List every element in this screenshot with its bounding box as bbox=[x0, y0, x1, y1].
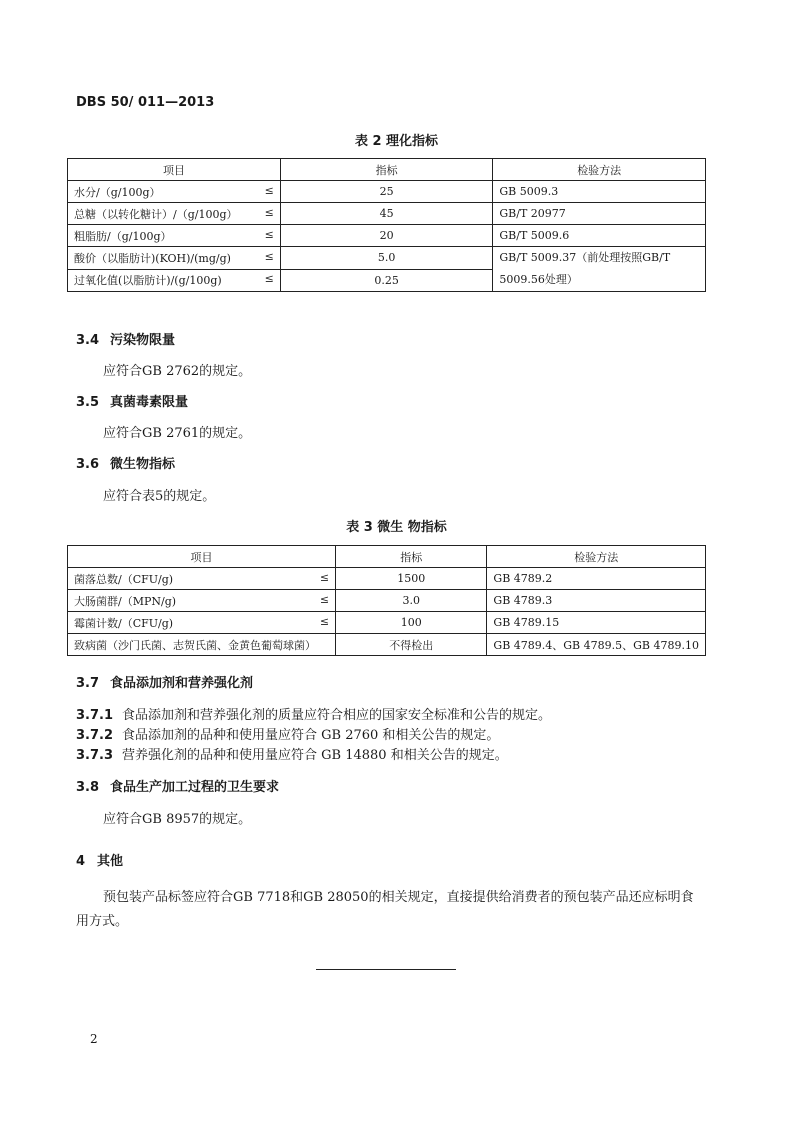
section-4-heading bbox=[76, 850, 123, 869]
value-cell: 20 bbox=[280, 225, 492, 247]
section-title: 食品添加剂和营养强化剂 bbox=[110, 676, 254, 691]
subsection-text: 食品添加剂的品种和使用量应符合 GB 2760 和相关公告的规定。 bbox=[122, 728, 500, 743]
table3 bbox=[67, 545, 706, 656]
table-header-cell: 检验方法 bbox=[487, 546, 706, 568]
item-label: 大肠菌群/（MPN/g) bbox=[74, 594, 177, 608]
table-row bbox=[68, 568, 706, 590]
value-cell: 45 bbox=[280, 203, 492, 225]
le-symbol: ≤ bbox=[319, 614, 330, 628]
subsection-number: 3.7.1 bbox=[76, 708, 114, 723]
value-cell: 3.0 bbox=[336, 590, 487, 612]
method-cell: GB 4789.15 bbox=[487, 612, 706, 634]
value-cell: 1500 bbox=[336, 568, 487, 590]
section-number: 4 bbox=[76, 854, 86, 869]
value-cell: 0.25 bbox=[280, 269, 492, 292]
item-cell bbox=[68, 269, 281, 292]
section-3-7-3 bbox=[76, 744, 508, 763]
value-cell: 100 bbox=[336, 612, 487, 634]
subsection-text: 食品添加剂和营养强化剂的质量应符合相应的国家安全标准和公告的规定。 bbox=[122, 708, 552, 723]
table-header-cell: 指标 bbox=[336, 546, 487, 568]
method-cell: GB/T 5009.37（前处理按照GB/T 5009.56处理） bbox=[493, 247, 706, 292]
section-number: 3.5 bbox=[76, 395, 100, 410]
section-3-4-text: 应符合GB 2762的规定。 bbox=[103, 364, 252, 379]
table2 bbox=[67, 158, 706, 292]
method-cell: GB 4789.4、GB 4789.5、GB 4789.10 bbox=[487, 634, 706, 656]
section-title: 其他 bbox=[97, 854, 124, 869]
section-3-7-heading bbox=[76, 672, 253, 691]
le-symbol: ≤ bbox=[264, 227, 274, 241]
table-row bbox=[68, 634, 706, 656]
method-cell: GB 4789.2 bbox=[487, 568, 706, 590]
table-header-cell: 指标 bbox=[280, 159, 492, 181]
table-row bbox=[68, 181, 706, 203]
table-row bbox=[68, 203, 706, 225]
value-cell: 不得检出 bbox=[336, 634, 487, 656]
section-title: 食品生产加工过程的卫生要求 bbox=[110, 780, 280, 795]
section-number: 3.8 bbox=[76, 780, 100, 795]
item-cell bbox=[68, 203, 281, 225]
item-cell bbox=[68, 181, 281, 203]
method-cell: GB 5009.3 bbox=[493, 181, 706, 203]
item-label: 粗脂肪/（g/100g） bbox=[74, 229, 172, 243]
item-cell: 致病菌（沙门氏菌、志贺氏菌、金黄色葡萄球菌） bbox=[68, 634, 336, 656]
section-3-5-heading bbox=[76, 391, 188, 410]
table-header-row bbox=[68, 546, 706, 568]
item-cell bbox=[68, 612, 336, 634]
item-label: 过氧化值(以脂肪计)/(g/100g) bbox=[74, 274, 222, 288]
table-header-cell: 项目 bbox=[68, 159, 281, 181]
section-3-6-heading bbox=[76, 453, 175, 472]
table-header-cell: 项目 bbox=[68, 546, 336, 568]
section-title: 微生物指标 bbox=[110, 457, 176, 472]
document-code: DBS 50/ 011—2013 bbox=[76, 95, 215, 110]
page-number: 2 bbox=[90, 1032, 98, 1046]
item-label: 霉菌计数/（CFU/g) bbox=[74, 616, 174, 630]
method-cell: GB/T 5009.6 bbox=[493, 225, 706, 247]
table3-caption: 表 3 微生 物指标 bbox=[346, 520, 447, 535]
section-4-text: 预包装产品标签应符合GB 7718和GB 28050的相关规定，直接提供给消费者的预包装产品还应标明食用方式。 bbox=[76, 890, 694, 929]
method-cell: GB 4789.3 bbox=[487, 590, 706, 612]
section-number: 3.4 bbox=[76, 333, 100, 348]
table-header-row bbox=[68, 159, 706, 181]
subsection-number: 3.7.3 bbox=[76, 748, 114, 763]
section-3-7-2 bbox=[76, 724, 499, 743]
item-label: 酸价（以脂肪计)(KOH)/(mg/g) bbox=[74, 251, 231, 265]
le-symbol: ≤ bbox=[264, 272, 274, 286]
end-rule bbox=[316, 969, 456, 970]
table-row bbox=[68, 247, 706, 270]
section-3-4-heading bbox=[76, 329, 175, 348]
le-symbol: ≤ bbox=[319, 570, 330, 584]
section-number: 3.7 bbox=[76, 676, 100, 691]
le-symbol: ≤ bbox=[264, 183, 274, 197]
subsection-number: 3.7.2 bbox=[76, 728, 114, 743]
item-cell bbox=[68, 247, 281, 270]
section-3-8-heading bbox=[76, 776, 279, 795]
le-symbol: ≤ bbox=[319, 592, 330, 606]
table-row bbox=[68, 590, 706, 612]
item-label: 水分/（g/100g） bbox=[74, 185, 161, 199]
table2-caption: 表 2 理化指标 bbox=[354, 134, 439, 149]
table-row bbox=[68, 225, 706, 247]
section-title: 真菌毒素限量 bbox=[110, 395, 189, 410]
section-3-5-text: 应符合GB 2761的规定。 bbox=[103, 426, 252, 441]
item-cell bbox=[68, 568, 336, 590]
section-3-6-text: 应符合表5的规定。 bbox=[103, 489, 216, 504]
item-cell bbox=[68, 225, 281, 247]
table-row bbox=[68, 612, 706, 634]
le-symbol: ≤ bbox=[264, 249, 274, 263]
table-header-cell: 检验方法 bbox=[493, 159, 706, 181]
section-number: 3.6 bbox=[76, 457, 100, 472]
item-label: 总糖（以转化糖计）/（g/100g） bbox=[74, 207, 238, 221]
item-label: 菌落总数/（CFU/g) bbox=[74, 572, 174, 586]
value-cell: 25 bbox=[280, 181, 492, 203]
value-cell: 5.0 bbox=[280, 247, 492, 270]
section-title: 污染物限量 bbox=[110, 333, 176, 348]
le-symbol: ≤ bbox=[264, 205, 274, 219]
method-cell: GB/T 20977 bbox=[493, 203, 706, 225]
subsection-text: 营养强化剂的品种和使用量应符合 GB 14880 和相关公告的规定。 bbox=[122, 748, 508, 763]
section-3-8-text: 应符合GB 8957的规定。 bbox=[103, 812, 252, 827]
item-cell bbox=[68, 590, 336, 612]
section-3-7-1 bbox=[76, 704, 551, 723]
